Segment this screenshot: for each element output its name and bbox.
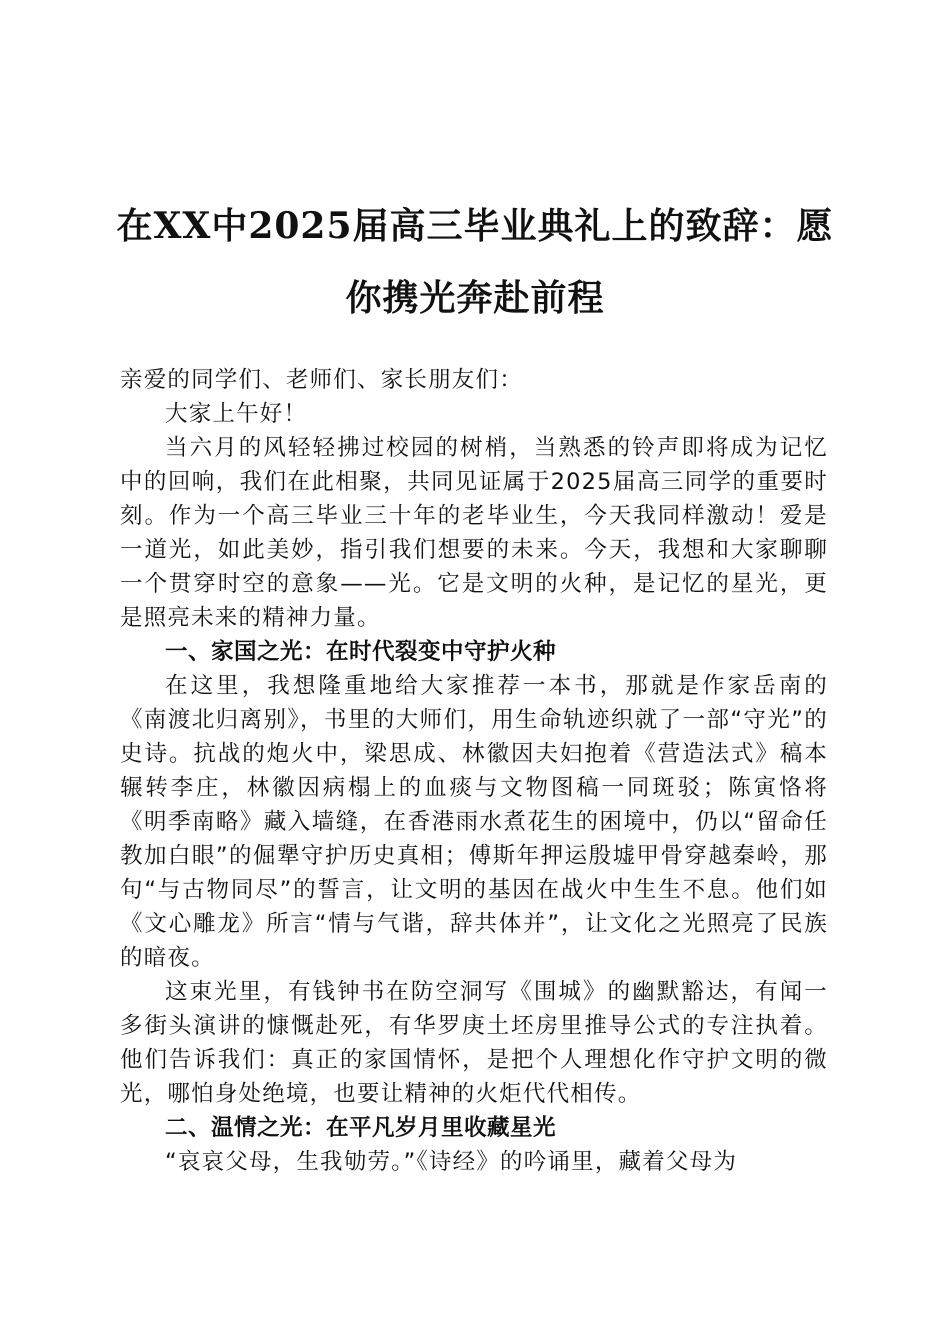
paragraph: 这束光里，有钱钟书在防空洞写《围城》的幽默豁达，有闻一多街头演讲的慷慨赴死，有华罗庚土坯房里推导公式的专注执着。他们告诉我们：真正的家国情怀，是把个人理想化作守护文明的微光，哪怕身处绝境，也要让精神的火炬代代相传。 bbox=[120, 979, 828, 1107]
paragraph: 当六月的风轻轻拂过校园的树梢，当熟悉的铃声即将成为记忆中的回响，我们在此相聚，共同见证属于2025届高三同学的重要时刻。作为一个高三毕业三十年的老毕业生，今天我同样激动！爱是一道光，如此美妙，指引我们想要的未来。今天，我想和大家聊聊一个贯穿时空的意象——光。它是文明的火种，是记忆的星光，更是照亮未来的精神力量。 bbox=[120, 435, 828, 631]
greeting: 大家上午好！ bbox=[165, 401, 308, 427]
salutation: 亲爱的同学们、老师们、家长朋友们： bbox=[120, 367, 523, 393]
paragraph: 在这里，我想隆重地给大家推荐一本书，那就是作家岳南的《南渡北归离别》，书里的大师们，用生命轨迹织就了一部“守光”的史诗。抗战的炮火中，梁思成、林徽因夫妇抱着《营造法式》稿本辗转李庄，林徽因病榻上的血痰与文物图稿一同斑驳；陈寅恪将《明季南略》藏入墙缝，在香港雨水煮花生的困境中，仍以“留命任教加白眼”的倔犟守护历史真相；傅斯年押运殷墟甲骨穿越秦岭，那句“与古物同尽”的誓言，让文明的基因在战火中生生不息。他们如《文心雕龙》所言“情与气谐，辞共体并”，让文化之光照亮了民族的暗夜。 bbox=[120, 673, 828, 971]
document-body bbox=[120, 363, 828, 1179]
section-heading: 二、温情之光：在平凡岁月里收藏星光 bbox=[165, 1115, 557, 1141]
paragraph: “哀哀父母，生我劬劳。”《诗经》的吟诵里，藏着父母为 bbox=[165, 1149, 738, 1175]
document-title: 在XX中2025届高三毕业典礼上的致辞：愿你携光奔赴前程 bbox=[116, 205, 834, 319]
section-heading: 一、家国之光：在时代裂变中守护火种 bbox=[165, 639, 557, 665]
